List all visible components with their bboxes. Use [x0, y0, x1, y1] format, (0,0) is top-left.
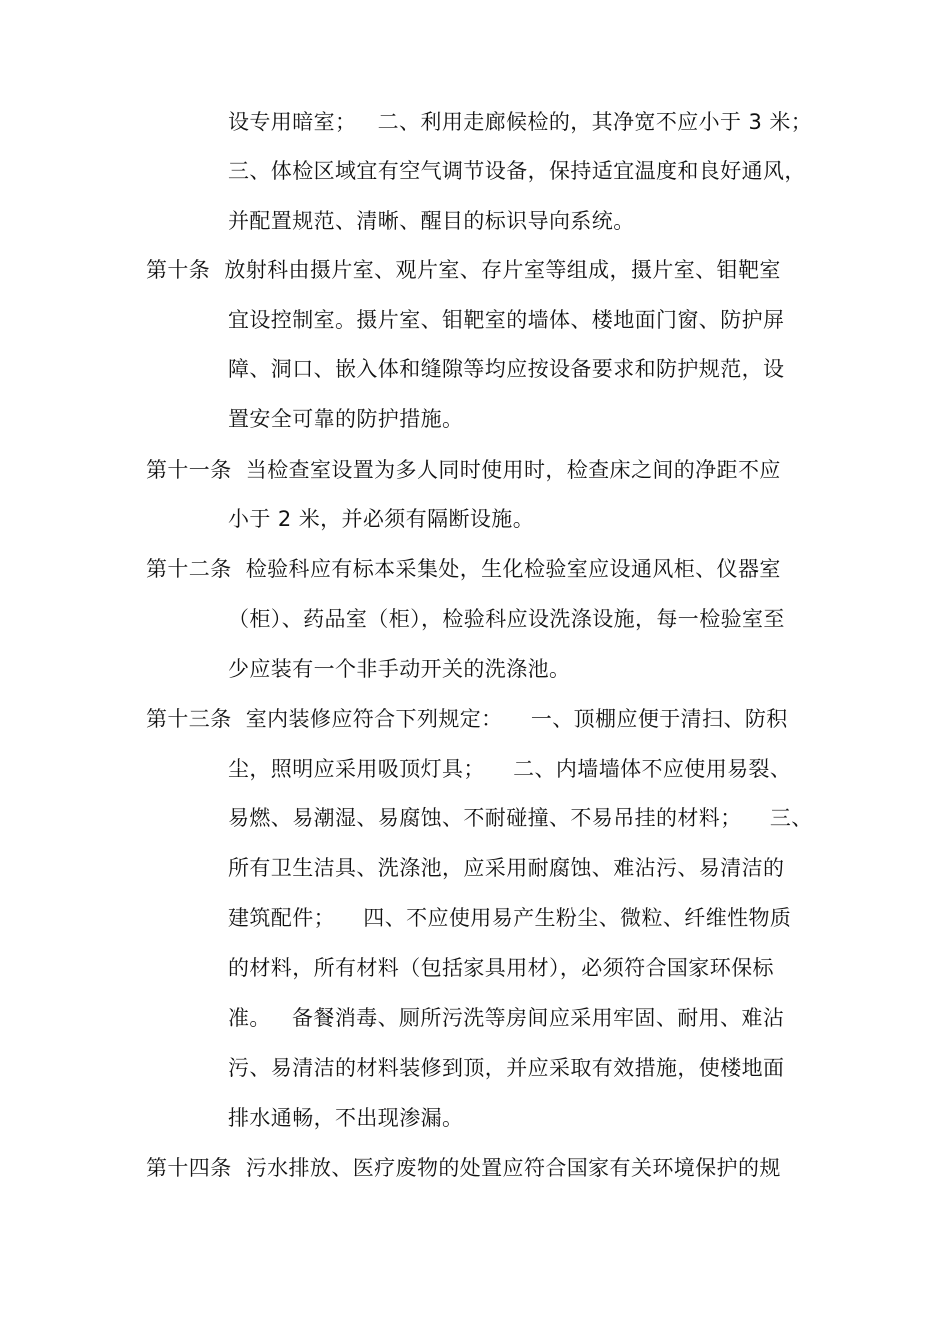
text-line: 置安全可靠的防护措施。 [228, 407, 464, 431]
article-10-heading-line: 第十条 放射科由摄片室、观片室、存片室等组成，摄片室、钼靶室 [146, 258, 781, 282]
article-12-heading-line: 第十二条 检验科应有标本采集处，生化检验室应设通风柜、仪器室 [146, 557, 781, 581]
text-line: 三、体检区域宜有空气调节设备，保持适宜温度和良好通风， [228, 159, 806, 183]
text-line: 建筑配件； 四、不应使用易产生粉尘、微粒、纤维性物质 [228, 906, 792, 930]
text-line: 并配置规范、清晰、醒目的标识导向系统。 [228, 209, 635, 233]
text-line: 排水通畅，不出现渗漏。 [228, 1106, 464, 1130]
article-11-heading-line: 第十一条 当检查室设置为多人同时使用时，检查床之间的净距不应 [146, 458, 781, 482]
text-line: 小于 2 米，并必须有隔断设施。 [228, 507, 535, 531]
text-line: （柜）、药品室（柜），检验科应设洗涤设施，每一检验室至 [228, 607, 785, 631]
text-line: 所有卫生洁具、洗涤池，应采用耐腐蚀、难沾污、易清洁的 [228, 856, 785, 880]
text-line: 的材料，所有材料（包括家具用材），必须符合国家环保标 [228, 956, 774, 980]
text-line: 障、洞口、嵌入体和缝隙等均应按设备要求和防护规范，设 [228, 357, 785, 381]
text-line: 易燃、易潮湿、易腐蚀、不耐碰撞、不易吊挂的材料； 三、 [228, 806, 813, 830]
text-line: 准。 备餐消毒、厕所污洗等房间应采用牢固、耐用、难沾 [228, 1006, 785, 1030]
text-line: 尘，照明应采用吸顶灯具； 二、内墙墙体不应使用易裂、 [228, 757, 792, 781]
text-line: 设专用暗室； 二、利用走廊候检的，其净宽不应小于 3 米； [228, 110, 813, 134]
text-line: 污、易清洁的材料装修到顶，并应采取有效措施，使楼地面 [228, 1056, 785, 1080]
text-line: 宜设控制室。摄片室、钼靶室的墙体、楼地面门窗、防护屏 [228, 308, 785, 332]
article-14-heading-line: 第十四条 污水排放、医疗废物的处置应符合国家有关环境保护的规 [146, 1156, 781, 1180]
article-13-heading-line: 第十三条 室内装修应符合下列规定： 一、顶棚应便于清扫、防积 [146, 707, 788, 731]
text-line: 少应装有一个非手动开关的洗涤池。 [228, 657, 571, 681]
